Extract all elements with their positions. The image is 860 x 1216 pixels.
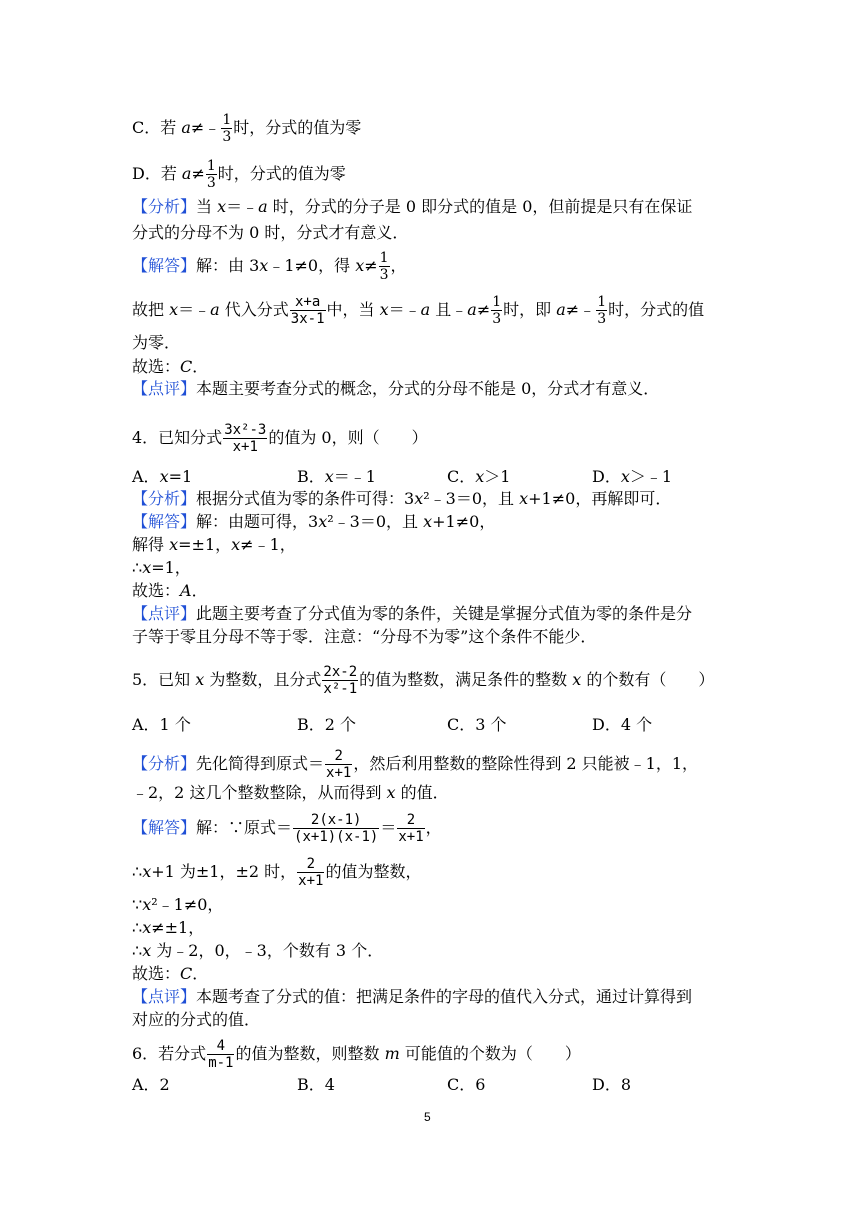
text: ≠﹣	[190, 118, 221, 137]
text: 此题主要考查了分式值为零的条件，关键是掌握分式值为零的条件是分	[196, 604, 693, 623]
text: 对应的分式的值．	[132, 1010, 261, 1029]
var-x: x	[169, 300, 179, 319]
fraction	[206, 158, 217, 191]
numerator: 2	[397, 812, 424, 829]
var-x: x	[324, 467, 334, 486]
q4-analysis	[132, 488, 671, 510]
numerator: 2	[297, 856, 324, 873]
denominator: (x+1)(x-1)	[294, 829, 379, 845]
text: 代入分式	[219, 300, 289, 319]
text: 为﹣2，0，﹣3，个数有 3 个．	[151, 941, 384, 960]
option-c-line	[132, 112, 361, 145]
q4-option-c	[447, 466, 510, 488]
q5-comment-1	[132, 986, 692, 1008]
var-x: x	[355, 256, 365, 275]
var-a: a	[210, 300, 220, 319]
var-a: a	[258, 197, 268, 216]
fraction	[325, 748, 352, 781]
denominator: 3	[492, 311, 502, 327]
text: 的值．	[395, 783, 449, 802]
fraction	[491, 294, 502, 327]
text: C．若	[132, 118, 182, 137]
q5-solution-5	[132, 940, 383, 962]
text: D．若	[132, 164, 182, 183]
text: ∴	[132, 862, 143, 881]
text: +1 为±1，±2 时，	[151, 862, 297, 881]
var-m: m	[384, 1044, 400, 1063]
fraction	[596, 294, 607, 327]
numerator: 1	[379, 250, 389, 266]
denominator: x+1	[298, 873, 324, 889]
var-x: x	[217, 197, 227, 216]
text: ＝﹣1	[333, 467, 376, 486]
text: ≠	[364, 256, 378, 275]
text: 故选：	[132, 357, 181, 376]
text: ²﹣1≠0，	[151, 895, 224, 914]
q5-comment-2	[132, 1009, 260, 1031]
denominator: x²-1	[323, 681, 358, 697]
text: 故把	[132, 300, 170, 319]
text: ≠﹣1，	[240, 535, 296, 554]
var-x: x	[259, 256, 269, 275]
denominator: m-1	[208, 1055, 234, 1071]
text: =1，	[151, 558, 191, 577]
denominator: 3x-1	[290, 311, 325, 327]
text: 时，分式的值为零	[217, 164, 346, 183]
question-4	[132, 422, 428, 455]
page-number: 5	[424, 1110, 431, 1124]
text: ²﹣3＝0，且	[423, 489, 520, 508]
q5-analysis-1	[132, 748, 698, 781]
q4-comment-2	[132, 626, 596, 648]
denominator: 3	[597, 311, 607, 327]
text: ＝﹣	[388, 300, 421, 319]
numerator: 4	[207, 1038, 234, 1055]
fraction	[290, 294, 326, 327]
numerator: 2x-2	[323, 664, 358, 680]
text: 解：由题可得，3	[196, 512, 319, 531]
text: 当	[196, 197, 218, 216]
text: ＝﹣	[178, 300, 211, 319]
comment-tag: 【点评】	[132, 604, 197, 623]
denominator: 3	[206, 175, 216, 191]
q5-option-b: B．2 个	[297, 715, 357, 734]
solution-tag: 【解答】	[132, 512, 197, 531]
denominator: 3	[379, 267, 389, 283]
solution-line-3	[132, 332, 180, 354]
var-x: x	[142, 918, 152, 937]
fraction	[397, 812, 424, 845]
text: D．	[592, 467, 621, 486]
q5-solution-2	[132, 856, 421, 889]
text: 为整数，且分式	[204, 670, 322, 689]
text: B．	[297, 467, 325, 486]
text: ≠	[476, 300, 491, 319]
q4-solution-1	[132, 511, 495, 533]
text: 可能值的个数为（ ）	[399, 1044, 581, 1063]
solution-line-1	[132, 250, 407, 283]
comment-tag: 【点评】	[132, 987, 197, 1006]
var-a: a	[181, 118, 191, 137]
text: 的值为整数，	[325, 862, 422, 881]
var-x: x	[142, 558, 152, 577]
text: 的值为整数，满足条件的整数	[359, 670, 573, 689]
text: ，	[425, 818, 442, 837]
text: ﹣2，2 这几个整数整除，从而得到	[132, 783, 387, 802]
answer-letter: C	[180, 964, 193, 983]
answer-letter: C	[180, 357, 193, 376]
question-5	[132, 664, 714, 697]
q5-solution-4	[132, 917, 204, 939]
text: 时，分式的分子是 0 即分式的值是 0，但前提是只有在保证	[267, 197, 693, 216]
q6-option-a: A．2	[132, 1075, 170, 1094]
text: 且﹣	[430, 300, 468, 319]
text: 时，即	[503, 300, 557, 319]
var-x: x	[379, 300, 389, 319]
var-x: x	[572, 670, 582, 689]
text: 先化简得到原式＝	[196, 754, 325, 773]
text: ．	[192, 357, 209, 376]
q4-option-b	[297, 466, 376, 488]
text: 子等于零且分母不等于零．注意：“分母不为零”这个条件不能少．	[132, 627, 597, 646]
fraction	[293, 812, 379, 845]
text: 解：由 3	[196, 256, 260, 275]
denominator: x+1	[326, 765, 352, 781]
numerator: 3x²-3	[224, 422, 267, 438]
var-x: x	[620, 467, 630, 486]
analysis-tag: 【分析】	[132, 197, 197, 216]
text: 时，分式的值为零	[233, 118, 362, 137]
numerator: 1	[222, 112, 232, 128]
q4-option-a	[132, 466, 192, 488]
fraction	[379, 250, 390, 283]
text: ∴	[132, 918, 143, 937]
text: 为零．	[132, 333, 181, 352]
q5-option-c: C．3 个	[447, 715, 507, 734]
text: ，	[390, 256, 407, 275]
text: C．	[447, 467, 476, 486]
var-x: x	[475, 467, 485, 486]
q6-option-c: C．6	[447, 1075, 486, 1094]
var-x: x	[231, 535, 241, 554]
q5-solution-1	[132, 812, 442, 845]
q4-option-d	[592, 466, 672, 488]
q6-option-b: B．4	[297, 1075, 335, 1094]
text: 故选：	[132, 964, 181, 983]
text: ．	[191, 581, 208, 600]
text: 的个数有（ ）	[581, 670, 715, 689]
numerator: 2(x-1)	[293, 812, 379, 829]
analysis-tag: 【分析】	[132, 489, 197, 508]
numerator: 2	[325, 748, 352, 765]
var-x: x	[142, 862, 152, 881]
text: 中，当	[326, 300, 380, 319]
text: 解得	[132, 535, 170, 554]
var-a: a	[181, 164, 192, 183]
fraction	[223, 422, 267, 455]
text: ＞﹣1	[629, 467, 673, 486]
option-d-line	[132, 158, 346, 191]
text: ≠	[191, 164, 205, 183]
text: ∴	[132, 941, 143, 960]
text: 根据分式值为零的条件可得：3	[196, 489, 415, 508]
analysis-line-2	[132, 222, 408, 244]
denominator: x+1	[232, 439, 258, 455]
comment-tag: 【点评】	[132, 379, 197, 398]
q5-solution-3	[132, 894, 223, 916]
text: 分式的分母不为 0 时，分式才有意义．	[132, 223, 409, 242]
q5-option-d: D．4 个	[592, 715, 653, 734]
q5-analysis-2	[132, 782, 449, 804]
text: 本题主要考查分式的概念，分式的分母不能是 0，分式才有意义．	[196, 379, 660, 398]
fraction	[221, 112, 232, 145]
text: 时，分式的值	[608, 300, 705, 319]
question-6	[132, 1038, 581, 1071]
text: ≠±1，	[151, 918, 205, 937]
text: ．	[192, 964, 209, 983]
text: 的值为整数，则整数	[235, 1044, 385, 1063]
text: 5．已知	[132, 670, 196, 689]
text: =1	[168, 467, 193, 486]
solution-tag: 【解答】	[132, 256, 197, 275]
var-x: x	[195, 670, 205, 689]
q4-solution-2	[132, 534, 296, 556]
choice-line	[132, 356, 208, 378]
answer-letter: A	[180, 581, 192, 600]
comment-line	[132, 378, 659, 400]
text: 本题考查了分式的值：把满足条件的字母的值代入分式，通过计算得到	[196, 987, 693, 1006]
fraction	[207, 1038, 234, 1071]
denominator: x+1	[398, 829, 424, 845]
fraction	[297, 856, 324, 889]
q4-choice	[132, 580, 208, 602]
q5-option-a: A．1 个	[132, 715, 191, 734]
var-a: a	[420, 300, 431, 319]
numerator: 1	[597, 294, 607, 310]
var-x: x	[318, 512, 328, 531]
text: 故选：	[132, 581, 181, 600]
text: ，然后利用整数的整除性得到 2 只能被﹣1，1，	[353, 754, 699, 773]
text: ＝	[380, 818, 397, 837]
var-x: x	[386, 783, 396, 802]
numerator: 1	[206, 158, 216, 174]
q4-solution-3	[132, 557, 191, 579]
var-x: x	[423, 512, 433, 531]
text: 的值为 0，则（ ）	[268, 428, 428, 447]
var-x: x	[159, 467, 169, 486]
fraction	[322, 664, 358, 697]
text: 解：∵原式＝	[196, 818, 293, 837]
solution-tag: 【解答】	[132, 818, 197, 837]
analysis-line-1	[132, 196, 692, 218]
text: +1≠0，	[432, 512, 496, 531]
text: A．	[132, 467, 160, 486]
solution-line-2	[132, 294, 704, 327]
q5-choice	[132, 963, 208, 985]
text: 6．若分式	[132, 1044, 207, 1063]
numerator: 1	[492, 294, 502, 310]
text: ＞1	[484, 467, 511, 486]
text: =±1，	[178, 535, 232, 554]
var-a: a	[556, 300, 566, 319]
text: ＝﹣	[226, 197, 259, 216]
q6-option-d: D．8	[592, 1075, 632, 1094]
numerator: x+a	[290, 294, 326, 311]
text: ﹣1≠0，得	[268, 256, 356, 275]
text: ∴	[132, 558, 143, 577]
text: +1≠0，再解即可．	[528, 489, 672, 508]
denominator: 3	[222, 129, 232, 145]
analysis-tag: 【分析】	[132, 754, 197, 773]
var-a: a	[467, 300, 477, 319]
var-x: x	[169, 535, 179, 554]
var-x: x	[519, 489, 529, 508]
var-x: x	[142, 941, 152, 960]
var-x: x	[142, 895, 152, 914]
q4-comment-1	[132, 603, 692, 625]
text: 4．已知分式	[132, 428, 223, 447]
text: ≠﹣	[565, 300, 596, 319]
text: ²﹣3＝0，且	[327, 512, 424, 531]
var-x: x	[414, 489, 424, 508]
text: ∵	[132, 895, 143, 914]
